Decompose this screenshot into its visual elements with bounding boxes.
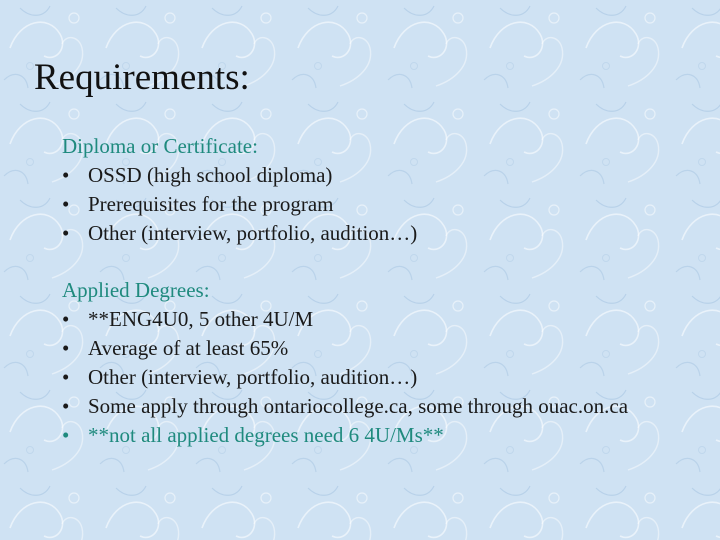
bullet-item: • Average of at least 65% [62,334,662,363]
bullet-list [62,161,662,248]
bullet-item: • **ENG4U0, 5 other 4U/M [62,305,662,334]
slide-title: Requirements: [34,57,250,98]
bullet-item-note: • **not all applied degrees need 6 4U/Ms** [62,421,662,450]
slide-body [62,132,662,450]
bullet-item: • Other (interview, portfolio, audition…) [62,363,662,392]
bullet-item: • OSSD (high school diploma) [62,161,662,190]
section-applied-degrees [62,276,662,450]
section-diploma-certificate [62,132,662,248]
bullet-item: • Some apply through ontariocollege.ca, some through ouac.on.ca [62,392,662,421]
bullet-item: • Prerequisites for the program [62,190,662,219]
section-heading: Diploma or Certificate: [62,134,258,158]
bullet-list [62,305,662,450]
bullet-item: • Other (interview, portfolio, audition…) [62,219,662,248]
section-heading: Applied Degrees: [62,278,210,302]
